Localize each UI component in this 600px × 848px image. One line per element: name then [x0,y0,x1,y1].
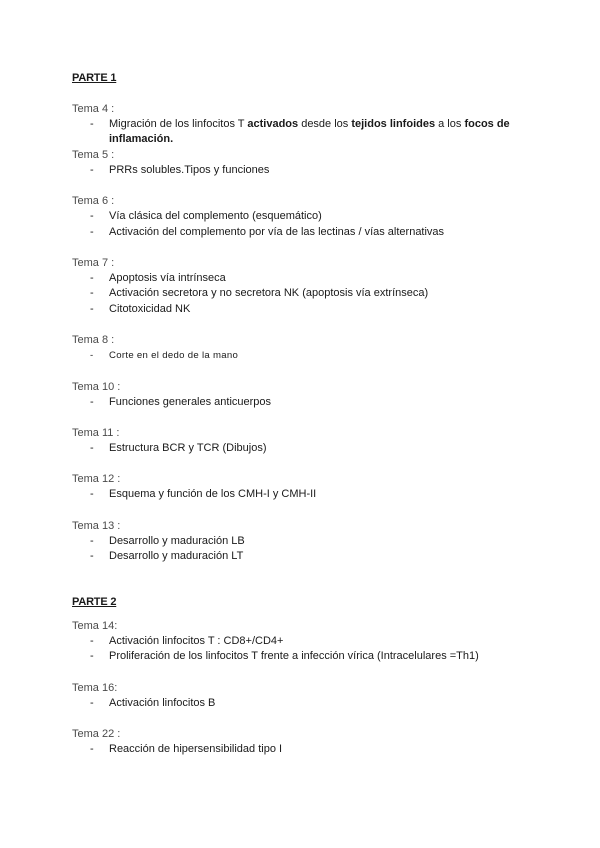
list-item [72,649,532,664]
item-text: desde los [298,118,352,130]
topic-label-tema-12: Tema 12 : [72,473,121,486]
list-marker: - [90,163,94,176]
part-1-title: PARTE 1 [72,72,117,84]
item-text: Citotoxicidad NK [109,302,191,315]
topic-label-tema-6: Tema 6 : [72,195,115,208]
item-text: Migración de los linfocitos T [109,118,248,130]
item-text: Activación linfocitos B [109,696,216,709]
item-text: Funciones generales anticuerpos [109,395,272,408]
item-emphasis: activados [247,118,299,130]
topic-label-tema-16: Tema 16: [72,681,118,694]
topic-list-tema-8 [72,348,532,363]
list-marker: - [90,742,94,755]
list-marker: - [90,442,94,455]
topic-list-tema-5 [72,163,532,178]
list-marker: - [90,550,94,563]
item-text: Esquema y función de los CMH-I y CMH-II [109,488,317,501]
list-marker: - [90,534,94,547]
list-marker: - [90,696,94,709]
topic-label-tema-22: Tema 22 : [72,727,121,740]
part-2-title: PARTE 2 [72,595,117,608]
list-marker: - [90,395,94,408]
item-text: Estructura BCR y TCR (Dibujos) [109,442,267,455]
list-marker: - [90,287,94,300]
topic-list-tema-14 [72,634,532,665]
list-marker: - [90,210,94,223]
topic-list-tema-16 [72,696,532,711]
list-item [72,271,532,286]
topic-label-tema-13: Tema 13 : [72,519,121,532]
list-item [72,634,532,649]
topic-list-tema-6 [72,209,532,240]
list-item [72,696,532,711]
list-item [72,209,532,224]
item-text: Activación linfocitos T : CD8+/CD4+ [109,634,284,647]
topic-label-tema-11: Tema 11 : [72,427,120,440]
list-item [72,225,532,240]
topic-label-tema-8: Tema 8 : [72,334,115,347]
topic-label-tema-14: Tema 14: [72,619,118,632]
item-emphasis: tejidos linfoides [351,118,436,130]
list-marker: - [90,350,94,362]
topic-list-tema-10 [72,395,532,410]
document-page [72,71,532,757]
item-text: Desarrollo y maduración LT [109,550,244,563]
topic-label-tema-4: Tema 4 : [72,103,115,115]
list-item [72,163,532,178]
list-item [72,742,532,757]
list-item [72,117,532,148]
list-marker: - [90,118,94,130]
item-text: Corte en el dedo de la mano [109,350,239,362]
topic-label-tema-5: Tema 5 : [72,148,115,161]
item-text: Activación del complemento por vía de las lectinas / vías alternativas [109,225,445,238]
list-marker: - [90,302,94,315]
item-text: Activación secretora y no secretora NK (apoptosis vía extrínseca) [109,287,429,300]
topic-list-tema-22 [72,742,532,757]
item-text: a los [435,118,465,130]
list-item [72,286,532,301]
item-text: Desarrollo y maduración LB [109,534,245,547]
topic-label-tema-7: Tema 7 : [72,257,115,270]
topic-list-tema-13 [72,534,532,565]
list-item [72,302,532,317]
list-item [72,348,532,363]
list-item [72,487,532,502]
topic-list-tema-12 [72,487,532,502]
topic-list-tema-7 [72,271,532,317]
item-emphasis: focos de inflamación. [109,118,510,146]
item-text: PRRs solubles.Tipos y funciones [109,163,270,176]
list-item [72,395,532,410]
topic-list-tema-11 [72,441,532,456]
list-marker: - [90,634,94,647]
list-item [72,441,532,456]
list-item [72,534,532,549]
topic-label-tema-10: Tema 10 : [72,380,121,393]
list-marker: - [90,488,94,501]
item-text: Apoptosis vía intrínseca [109,272,226,285]
list-marker: - [90,650,94,663]
item-text: Vía clásica del complemento (esquemático) [109,210,322,223]
item-text: Proliferación de los linfocitos T frente a infección vírica (Intracelulares =Th1) [109,650,479,663]
item-text: Reacción de hipersensibilidad tipo I [109,742,283,755]
list-marker: - [90,272,94,285]
list-item [72,549,532,564]
topic-list-tema-4 [72,117,532,148]
list-marker: - [90,225,94,238]
